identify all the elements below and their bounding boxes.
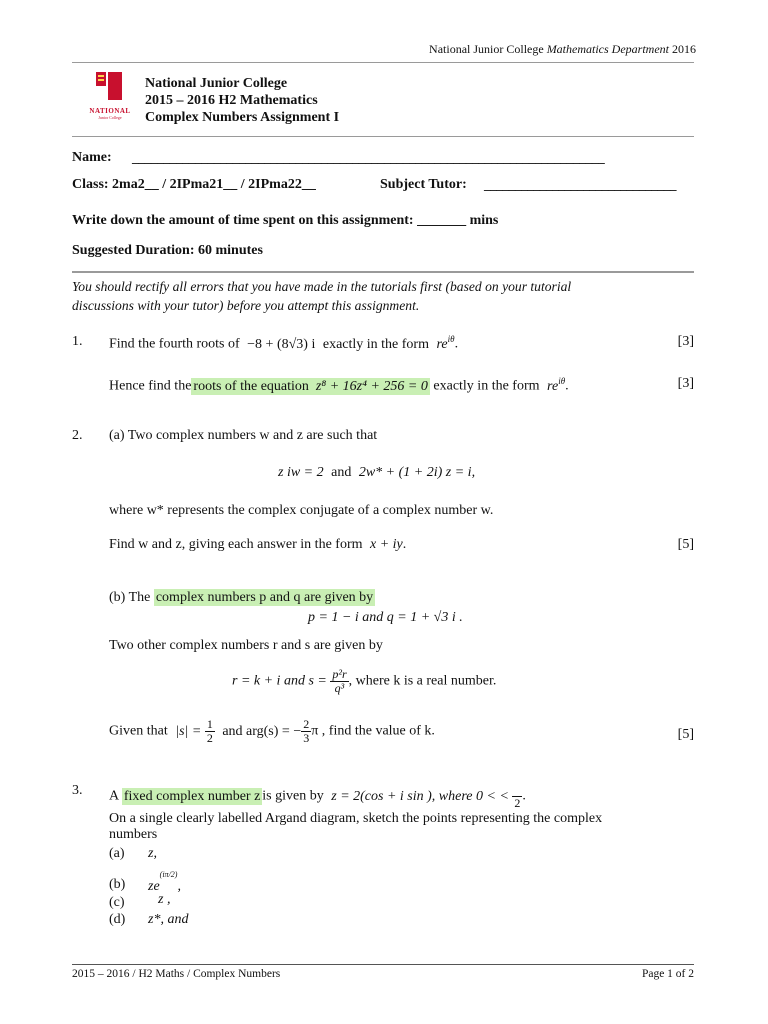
question-2b-marks: [5] <box>677 727 694 742</box>
q2b-intro: (b) The complex numbers p and q are given by <box>109 590 374 605</box>
instructions-line-1: You should rectify all errors that you have made in the tutorials first (based on your tutorial <box>72 279 572 294</box>
logo-text: NATIONAL <box>89 107 131 115</box>
name-field[interactable]: ___________________________________________________________________________ <box>132 150 605 165</box>
header-rule <box>72 62 694 63</box>
question-1-text: Find the fourth roots of −8 + (8√3) i exactly in the form $re^{i\theta}$. <box>109 334 459 352</box>
q3-part-a-label: (a) <box>109 846 125 861</box>
q3-part-b-label: (b) <box>109 877 126 892</box>
pi-fraction: 2 <box>512 783 522 810</box>
q2a-equations: z iw = 2 and 2w* + (1 + 2i) z = i, <box>278 465 476 480</box>
q2b-pq: p = 1 − i and q = 1 + √3 i . <box>308 610 463 625</box>
q3-part-a-expr: z, <box>148 846 157 861</box>
time-spent-label: Write down the amount of time spent on this assignment: _______ mins <box>72 213 499 228</box>
question-1-hence: Hence find the roots of the equation z⁸ + 16z⁴ + 256 = 0 exactly in the form $re^{i\theta}$. <box>109 376 569 394</box>
highlight-roots: roots of the equation z⁸ + 16z⁴ + 256 = 0 <box>193 378 428 394</box>
suggested-duration: Suggested Duration: 60 minutes <box>72 243 263 258</box>
instructions-line-2: discussions with your tutor) before you attempt this assignment. <box>72 298 420 313</box>
question-2-number: 2. <box>72 428 83 443</box>
crest-icon <box>88 72 132 102</box>
question-3-number: 3. <box>72 783 83 798</box>
footer-left: 2015 – 2016 / H2 Maths / Complex Numbers <box>72 968 281 980</box>
q2b-rs: r = k + i and s = $\frac{\text{p²r}}{\text{q³}}$ , where k is a real number. <box>232 667 497 695</box>
q3-line-2: On a single clearly labelled Argand diagram, sketch the points representing the complex <box>109 811 603 826</box>
title-rule <box>72 136 694 137</box>
highlight-pq: complex numbers p and q are given by <box>155 590 374 605</box>
q3-line-3: numbers <box>109 827 158 842</box>
q2a-find: Find w and z, giving each answer in the form x + iy. <box>109 537 407 552</box>
question-1-hence-marks: [3] <box>677 376 694 391</box>
subject-tutor-label: Subject Tutor: <box>380 177 467 192</box>
q3-part-c-label: (c) <box>109 895 125 910</box>
page-header: National Junior College Mathematics Department 2016 <box>429 42 696 56</box>
s-fraction: $\frac{\text{p²r}}{\text{q³}}$ <box>332 667 347 695</box>
logo-subtext: Junior College <box>98 115 122 120</box>
highlight-fixed-z: fixed complex number z <box>123 788 261 804</box>
question-1-number: 1. <box>72 334 83 349</box>
subject-tutor-field[interactable]: _______________________________ <box>484 177 677 192</box>
q2b-given: Given that |s| = $\frac{1}{2}$ and arg(s) = − $\frac{2}{3}$ π , find the value of k. <box>109 717 435 745</box>
instructions-rule <box>72 271 694 273</box>
question-2a-marks: [5] <box>677 537 694 552</box>
college-logo <box>88 72 132 118</box>
q3-part-d-label: (d) <box>109 912 126 927</box>
q2b-two-other: Two other complex numbers r and s are given by <box>109 638 383 653</box>
question-3-intro: A fixed complex number z is given by z = 2(cos + i sin ), where 0 < < 2 . <box>109 783 526 810</box>
title-line-3: Complex Numbers Assignment I <box>145 110 340 125</box>
q1-expression: −8 + (8√3) i <box>247 336 316 352</box>
half-fraction: $\frac{1}{2}$ <box>206 717 213 745</box>
question-1-marks: [3] <box>677 334 694 349</box>
arg-fraction: $\frac{2}{3}$ <box>303 717 310 745</box>
title-line-2: 2015 – 2016 H2 Mathematics <box>145 93 318 108</box>
footer-rule <box>72 964 694 965</box>
q3-part-c-expr: z , <box>158 892 171 907</box>
footer-page-number: Page 1 of 2 <box>641 968 694 980</box>
q3-part-d-expr: z*, and <box>148 912 189 927</box>
title-line-1: National Junior College <box>145 76 288 91</box>
q3-part-b-expr: $ze^{(i\pi/2)}$, <box>148 870 181 894</box>
name-label: Name: <box>72 150 112 165</box>
q2a-where: where w* represents the complex conjugate of a complex number w. <box>109 503 494 518</box>
class-label: Class: 2ma2__ / 2IPma21__ / 2IPma22__ <box>72 177 316 192</box>
question-2a-intro: (a) Two complex numbers w and z are such that <box>109 428 378 443</box>
